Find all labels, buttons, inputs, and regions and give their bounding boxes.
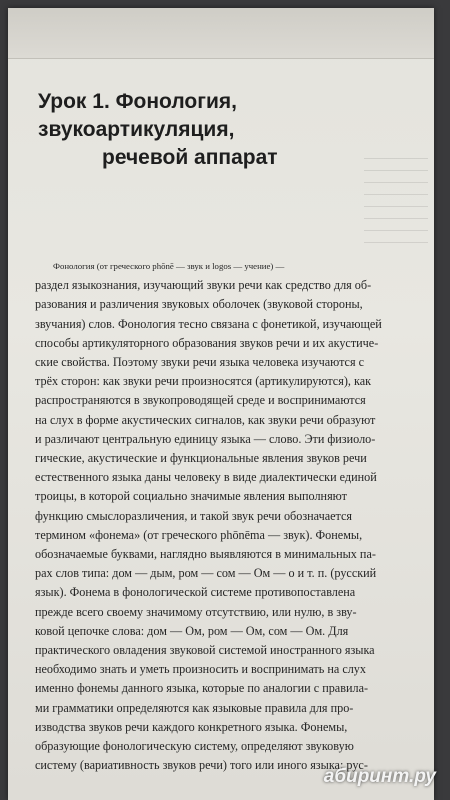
book-page	[8, 8, 434, 800]
text-line: трёх сторон: как звуки речи произносятся (артикулируются), как	[35, 374, 372, 389]
text-line: ские свойства. Поэтому звуки речи языка человека изучаются с	[35, 355, 365, 370]
text-line: обозначаемые буквами, наглядно выявляются в минимальных па-	[35, 547, 376, 562]
text-line: раздел языкознания, изучающий звуки речи как средство для об-	[35, 278, 372, 293]
text-line: функцию смыслоразличения, и такой звук речи обозначается	[35, 508, 353, 523]
text-line: практического овладения звуковой системой иностранного языка	[35, 643, 375, 658]
text-line: образующие фонологическую систему, определяют звуковую	[35, 739, 354, 754]
text-line: ковой цепочке слова: дом — Ом, ром — Ом, сом — Ом. Для	[35, 623, 349, 638]
previous-page-edge	[8, 8, 434, 59]
text-line: систему (вариативность звуков речи) того или иного языка: рус-	[35, 758, 368, 773]
text-line: троицы, в которой социально значимые явления выполняют	[35, 489, 347, 504]
text-line: и различают центральную единицу языка — слово. Эти физиоло-	[35, 431, 376, 446]
text-line: разования и различения звуковых оболочек (звуковой стороны,	[35, 297, 363, 312]
lesson-body	[35, 257, 417, 775]
text-line: распространяются в звукопроводящей среде и воспринимаются	[35, 393, 366, 408]
text-line: ми грамматики определяются как языковые правила для про-	[35, 700, 354, 715]
text-line: способы артикуляторного образования звуков речи и их акустиче-	[35, 335, 379, 350]
text-line: рах слов типа: дом — дым, ром — сом — Ом — о и т. п. (русский	[35, 566, 377, 581]
text-line: именно фонемы данного языка, которые по аналогии с правила-	[35, 681, 369, 696]
text-line: Фонология (от греческого phōnē — звук и logos — учение) —	[53, 261, 285, 271]
text-line: на слух в форме акустических сигналов, как звуки речи образуют	[35, 412, 376, 427]
lesson-title	[38, 88, 418, 172]
text-line: звучания) слов. Фонология тесно связана с фонетикой, изучающей	[35, 316, 382, 331]
text-line: естественного языка даны человеку в виде диалектически единой	[35, 470, 377, 485]
text-line: термином «фонема» (от греческого phōnēma — звук). Фонемы,	[35, 527, 363, 542]
site-watermark: абиринт.ру	[323, 766, 436, 787]
lesson-title-line-2: речевой аппарат	[102, 146, 278, 169]
text-line: язык). Фонема в фонологической системе противопоставлена	[35, 585, 356, 600]
text-line: гические, акустические и функциональные явления звуков речи	[35, 451, 367, 466]
text-line: изводства звуков речи каждого конкретного языка. Фонемы,	[35, 719, 348, 734]
lesson-title-line-1: Урок 1. Фонология, звукоартикуляция,	[38, 90, 237, 141]
text-line: прежде всего своему значимому отсутствию, или нулю, в зву-	[35, 604, 357, 619]
text-line: необходимо знать и уметь произносить и воспринимать на слух	[35, 662, 366, 677]
